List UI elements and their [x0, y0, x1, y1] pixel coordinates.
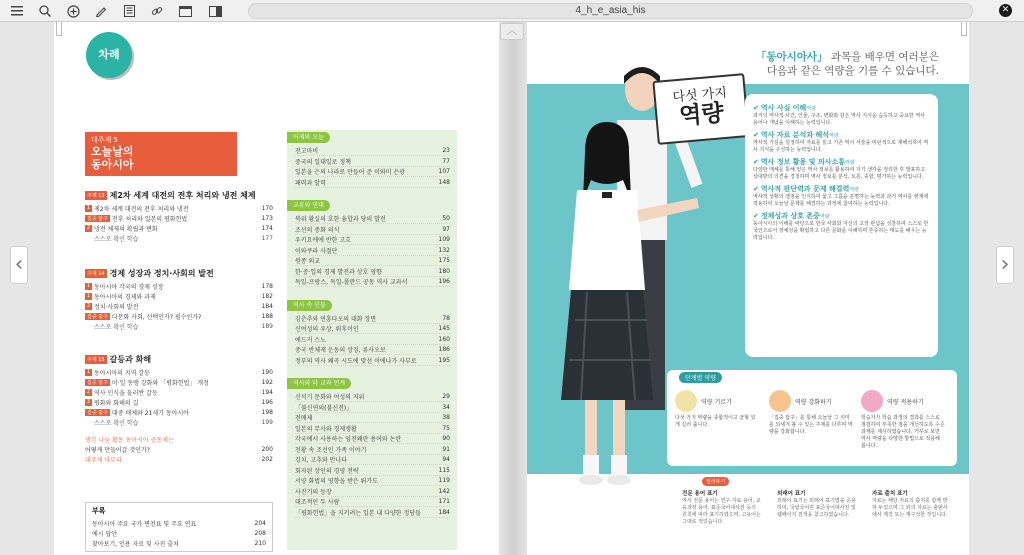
- window-icon[interactable]: [176, 2, 194, 20]
- green-item-title: 서양 화법의 영향을 받은 뤄가도: [295, 478, 378, 485]
- supplement-item[interactable]: 동아시아 주요 국가 변천표 및 주요 연표 204: [92, 519, 266, 528]
- competency-desc: 동아시아의 이해를 바탕으로 한국 사회와 자신의 고장 관념을 성찰하여 스스로 한국인으로서 정체성을 확립하고 다른 문화를 이해하며 존중하는 태도를 배우는 능력입니다.: [753, 221, 929, 241]
- section-tag: 주제 14: [87, 271, 105, 277]
- extra-item[interactable]: 대주제 마무리 202: [85, 455, 273, 464]
- green-item-title: 정부의 역사 왜곡 시도에 맞선 이에나가 사부로: [295, 357, 417, 365]
- green-item-title: 회자된 상인의 경영 전략: [295, 467, 359, 475]
- green-group-tab: 역사 속 인물: [287, 300, 332, 311]
- green-item[interactable]: [295, 277, 450, 287]
- supplement-item[interactable]: 예시 답안 208: [92, 529, 266, 538]
- green-item-title: 김치, 고추와 만나다: [295, 457, 348, 464]
- item-title: 스스로 확인 학습: [94, 235, 139, 243]
- green-item[interactable]: [295, 335, 450, 345]
- item-number: 2: [86, 224, 91, 231]
- page-number: 182: [261, 292, 273, 300]
- unit-title-line2: 동아시아: [91, 158, 134, 171]
- green-item-page: 109: [438, 236, 450, 243]
- green-item[interactable]: [295, 403, 450, 413]
- green-item-title: 일본을 은의 나라로 만들어 준 이와미 은광: [295, 169, 405, 176]
- left-page: [54, 22, 499, 555]
- page-heading: [719, 50, 939, 78]
- page-number: 199: [261, 418, 273, 426]
- green-item[interactable]: [295, 434, 450, 444]
- note-column: [777, 489, 857, 519]
- green-item-title: 조선의 중화 의식: [295, 226, 340, 234]
- green-item-page: 78: [442, 314, 450, 322]
- check-icon: ✔: [753, 158, 759, 166]
- step-icon: [769, 390, 791, 412]
- green-item-title: 일본의 무사와 경제생활: [295, 425, 357, 433]
- item-title: 스스로 확인 학습: [94, 323, 139, 331]
- toc-item[interactable]: [85, 311, 273, 321]
- competency-suffix: 역량: [849, 186, 860, 193]
- green-item[interactable]: [295, 214, 450, 224]
- green-item[interactable]: [295, 267, 450, 277]
- competency-name: 역사 정보 활용 및 의사소통: [760, 158, 846, 166]
- green-group-tab: 어제와 오늘: [287, 132, 330, 143]
- green-item-title: 에드거 스노: [295, 336, 326, 344]
- competency-title: [753, 184, 930, 194]
- page-number: 173: [261, 214, 273, 222]
- supplement-title: 부록: [92, 507, 106, 515]
- page-number: 196: [261, 398, 273, 406]
- step-desc: 다섯 가지 역량을 종합적이고 균형 있게 길러 줍니다.: [675, 415, 756, 428]
- page-number: 198: [261, 408, 273, 416]
- heading-line1: 과목을 배우면 여러분은: [827, 51, 939, 63]
- green-item-page: 91: [442, 445, 450, 453]
- green-item[interactable]: [295, 345, 450, 355]
- viewer-toolbar: [0, 0, 1024, 22]
- toc-item[interactable]: [85, 223, 273, 233]
- page-number: 170: [261, 204, 273, 212]
- focus-pill: 집중 탐구: [87, 215, 108, 222]
- item-number: 2: [86, 302, 91, 309]
- green-item-title: 전매제: [295, 415, 313, 422]
- step-name: 역량 강화하기: [795, 398, 832, 406]
- extra-item[interactable]: 어떻게 만들어갈 것인가? 200: [85, 445, 273, 454]
- green-item[interactable]: [295, 445, 450, 455]
- step-desc: 학습자가 학습 과정의 결과를 스스로 점검하여 부족한 점을 개선하도록 수준 과제를 제시하였습니다. 거꾸로 보면 역사 역량을 다양한 방법으로 적용해 봅니다.: [861, 415, 945, 449]
- focus-pill: 집중 탐구: [87, 313, 108, 320]
- green-item-page: 90: [442, 435, 450, 442]
- toc-section-heading[interactable]: [85, 268, 273, 279]
- green-item-page: 115: [438, 466, 450, 474]
- note-desc: 외래어 표기는 외래어 표기법을 준용하여, 국립국어원 표준국어대사전 및 웹페이지 검색을 참고하였습니다.: [777, 498, 856, 518]
- page-number: 188: [261, 312, 273, 320]
- step-icon: [861, 390, 883, 412]
- green-item-title: 중국의 일대일로 정책: [295, 158, 351, 166]
- next-page-button[interactable]: ›: [996, 246, 1014, 284]
- green-item[interactable]: [295, 225, 450, 235]
- competency-title: [753, 211, 930, 221]
- green-item[interactable]: [295, 178, 450, 188]
- item-title: 대중 매체와 21세기 동아시아: [111, 409, 190, 417]
- notes-section: [682, 477, 957, 555]
- note-column: [872, 489, 952, 519]
- competency-title: [753, 130, 930, 140]
- green-item-title: 사진기의 등장: [295, 488, 332, 496]
- toc-item[interactable]: [85, 377, 273, 387]
- competency-suffix: 역량: [829, 132, 839, 139]
- competency-name: 역사 사실 이해: [760, 104, 807, 112]
- green-item[interactable]: [295, 356, 450, 366]
- green-item-page: 50: [442, 215, 450, 222]
- item-number: 3: [86, 398, 91, 405]
- item-title: 동아시아의 지역 갈등: [94, 369, 150, 377]
- focus-pill: 집중 탐구: [87, 379, 108, 386]
- item-title: 전후 처리와 일본의 평화헌법: [111, 215, 188, 223]
- toc-item[interactable]: [85, 417, 273, 427]
- check-icon: ✔: [753, 185, 759, 193]
- note-desc: 자료는 해당 자료의 출처를 함께 밝혀 두었으며 그 외의 자료는 출판사에서 제작 또는 재구성한 것입니다.: [872, 498, 948, 518]
- steps-title: 단계별 역량: [679, 372, 722, 383]
- item-title: 스스로 확인 학습: [94, 419, 139, 427]
- page-tab: [56, 22, 62, 36]
- item-number: 1: [86, 368, 91, 375]
- section-title: 경제 성장과 정치·사회의 발전: [109, 269, 214, 278]
- step-item: [769, 390, 854, 436]
- document-icon[interactable]: [120, 2, 138, 20]
- competency-name: 정체성과 상호 존중: [760, 212, 820, 220]
- toc-item[interactable]: [85, 397, 273, 407]
- green-item-title: 신석기 문화와 여성의 지위: [295, 394, 365, 401]
- section-tag: 주제 13: [87, 193, 105, 199]
- green-item-title: 「불신연의(불신전)」: [295, 404, 353, 412]
- step-desc: 「집중 탐구」를 통해 오늘날 그 의미를 되새겨 볼 수 있는 주제를 다루며 역량을 강화합니다.: [769, 415, 853, 435]
- competency-suffix: 역량: [806, 105, 816, 112]
- green-item-page: 160: [438, 335, 450, 343]
- toc-section-heading[interactable]: [85, 190, 273, 201]
- green-item[interactable]: [295, 167, 450, 177]
- page-tab: [961, 22, 967, 36]
- toc-item[interactable]: [85, 301, 273, 311]
- competency-title: [753, 103, 930, 113]
- toc-item[interactable]: [85, 291, 273, 301]
- competency-sign: [652, 73, 749, 145]
- green-item-page: 77: [442, 157, 450, 165]
- green-item-title: 독일-프랑스, 독일-폴란드 공동 역사 교과서: [295, 279, 408, 286]
- green-item-title: 김춘추와 연흥다오의 대화 장면: [295, 315, 377, 323]
- green-item-title: 이와쿠라 사절단: [295, 247, 338, 255]
- green-item-page: 94: [442, 456, 450, 463]
- special-topics-panel: [287, 130, 457, 550]
- green-item-page: 175: [438, 257, 450, 264]
- page-number: 184: [261, 302, 273, 310]
- green-item-page: 180: [438, 267, 450, 275]
- extras: [85, 434, 273, 464]
- green-item-title: 중국 반체제 운동의 상징, 류사오보: [295, 347, 386, 354]
- competency-name: 역사 자료 분석과 해석: [760, 131, 830, 139]
- green-item-page: 119: [438, 477, 450, 484]
- sidebar-icon[interactable]: [206, 2, 224, 20]
- note-column: [682, 489, 762, 526]
- green-item-page: 29: [442, 393, 450, 400]
- green-item-title: 각국에서 사용하는 임진왜란 용어와 논란: [295, 436, 402, 443]
- green-item-title: 우키요에에 반한 고흐: [295, 237, 351, 244]
- green-item-page: 148: [438, 178, 450, 186]
- green-item-title: 대조적인 두 사람: [295, 499, 340, 506]
- toc-section: [85, 268, 273, 331]
- page-number: 194: [261, 388, 273, 396]
- competency-desc: 과거의 역사적 사건, 인물, 구조, 변화와 같은 역사 지식을 습득하고 중요한 역사 용어나 개념을 이해하는 능력입니다.: [753, 113, 925, 126]
- supplement-item[interactable]: 찾아보기, 인용 자료 및 사진 출처 210: [92, 539, 266, 548]
- green-item[interactable]: [295, 146, 450, 156]
- green-item-title: 천황 속 조선인 가족 이야기: [295, 446, 367, 454]
- note-desc: 역사 전문 용어는 연구·자료 용어, 교육과정 용어, 표준국어대사전 등의 원칙에 따라 표기하였으며, 고유어는 그대로 적었습니다.: [682, 498, 761, 525]
- green-item-title: 전고마비: [295, 148, 319, 155]
- menu-icon[interactable]: [8, 2, 26, 20]
- item-title: 미·일 동맹 강화와 「평화헌법」 개정: [111, 379, 209, 387]
- item-title: 제2차 세계 대전의 전후 처리와 냉전: [94, 205, 189, 213]
- supplement-box: [85, 502, 273, 552]
- unit-header: [85, 132, 237, 176]
- toc-item[interactable]: [85, 233, 273, 243]
- notes-badge: 일러두기: [702, 477, 729, 486]
- section-title: 제2차 세계 대전의 전후 처리와 냉전 체제: [109, 191, 256, 200]
- green-item[interactable]: [295, 497, 450, 507]
- section-title: 갈등과 화해: [109, 355, 152, 364]
- green-group-tab: 교류와 연대: [287, 200, 330, 211]
- step-item: [861, 390, 946, 450]
- page-number: 174: [261, 224, 273, 232]
- competency-title: [753, 157, 930, 167]
- page-number: 192: [261, 378, 273, 386]
- step-icon: [675, 390, 697, 412]
- check-icon: ✔: [753, 131, 759, 139]
- item-number: 1: [86, 282, 91, 289]
- book-gutter: [499, 22, 527, 555]
- competency-desc: 역사적 가설을 설정하여 자료를 읽고 기존 역사 서술을 비판적으로 재해석하여 역사 지식을 구성하는 능력입니다.: [753, 140, 929, 153]
- green-item-page: 23: [442, 147, 450, 154]
- green-item[interactable]: [295, 413, 450, 423]
- toc-section: [85, 190, 273, 243]
- green-item-page: 142: [438, 487, 450, 495]
- page-number: 190: [261, 368, 273, 376]
- green-item[interactable]: [295, 157, 450, 167]
- step-name: 역량 적용하기: [887, 398, 924, 406]
- green-item[interactable]: [295, 314, 450, 324]
- check-icon: ✔: [753, 212, 759, 220]
- item-title: 평화와 화해의 길: [94, 399, 139, 407]
- item-title: 냉전 체제의 확립과 변화: [94, 225, 158, 233]
- competency-card: [745, 94, 938, 357]
- competency-desc: 역사적 상황의 쟁점을 인식하여 옳고 그름을 분별하는 능력과 과거 역사를 현재에 적용하여 오늘날 문제를 해결하는 과정에 참여하는 능력입니다.: [753, 194, 929, 207]
- green-item-title: 신여성의 우상, 뤼후이인: [295, 326, 359, 333]
- green-item[interactable]: [295, 246, 450, 256]
- unit-label: 대주제 5: [91, 136, 118, 144]
- right-page: [527, 22, 969, 555]
- item-title: 역사 인식을 둘러싼 갈등: [94, 389, 158, 397]
- competency-name: 역사적 판단력과 문제 해결력: [760, 185, 850, 193]
- extra-item[interactable]: 생각 나눔 활동 동아시아 공동체는: [85, 436, 174, 444]
- toc-item[interactable]: [85, 407, 273, 417]
- toc-item[interactable]: [85, 203, 273, 213]
- green-item-page: 38: [442, 414, 450, 421]
- focus-pill: 집중 탐구: [87, 409, 108, 416]
- prev-page-button[interactable]: ‹: [10, 246, 28, 284]
- green-item[interactable]: [295, 466, 450, 476]
- green-item[interactable]: [295, 476, 450, 486]
- green-item-title: 한·중·일의 경제 발전과 상호 영향: [295, 268, 382, 276]
- item-title: 정치·사회의 발전: [94, 303, 139, 311]
- toc-item[interactable]: [85, 367, 273, 377]
- green-item[interactable]: [295, 324, 450, 334]
- heading-line2: 다음과 같은 역량을 기를 수 있습니다.: [766, 65, 939, 77]
- page-number: 178: [261, 282, 273, 290]
- step-item: [675, 390, 760, 429]
- green-item[interactable]: [295, 424, 450, 434]
- green-item-page: 107: [438, 168, 450, 175]
- green-item-title: 「평화헌법」을 지키려는 일본 내 다양한 정당들: [295, 509, 421, 517]
- note-title: 자료 출처 표기: [872, 491, 908, 497]
- green-item-page: 145: [438, 325, 450, 332]
- sign-line1: 다섯 가지: [672, 85, 728, 106]
- sign-line2: 역량: [678, 100, 725, 130]
- item-number: 2: [86, 388, 91, 395]
- check-icon: ✔: [753, 104, 759, 112]
- link-icon[interactable]: [148, 2, 166, 20]
- toc-item[interactable]: [85, 213, 273, 223]
- green-item-page: 184: [438, 508, 450, 516]
- competency-desc: 다양한 매체를 통해 얻은 역사 정보를 활용하여 자기 생각을 정리한 후 발표하고 상대방의 의견을 경청하며 역사 정보를 분석, 토론, 종합, 평가하는 능력입니다.: [753, 167, 926, 180]
- green-item-title: 패력과 알력: [295, 179, 326, 187]
- document-title: 4_h_e_asia_his: [248, 3, 973, 19]
- green-item[interactable]: [295, 455, 450, 465]
- item-title: 동아시아 각국의 경제 성장: [94, 283, 164, 291]
- green-item[interactable]: [295, 256, 450, 266]
- scroll-up-button[interactable]: ︿: [500, 23, 524, 40]
- competency-suffix: 역량: [845, 159, 855, 166]
- step-name: 역량 기르기: [701, 398, 732, 406]
- section-tag: 주제 15: [87, 357, 105, 363]
- green-item-page: 196: [438, 278, 450, 285]
- toc-item[interactable]: [85, 387, 273, 397]
- green-group-tab: 역사와 타 교과 연계: [287, 378, 351, 389]
- heading-course: 「동아시아사」: [755, 51, 828, 63]
- toc-section: [85, 354, 273, 427]
- green-item-page: 75: [442, 424, 450, 432]
- pen-icon[interactable]: [92, 2, 110, 20]
- green-item[interactable]: [295, 235, 450, 245]
- green-item[interactable]: [295, 508, 450, 518]
- green-item-page: 195: [438, 356, 450, 364]
- green-item-page: 97: [442, 225, 450, 233]
- green-item-page: 171: [438, 498, 450, 505]
- green-item-page: 132: [438, 246, 450, 254]
- green-item-page: 34: [442, 403, 450, 411]
- toc-badge: 차례: [86, 32, 132, 78]
- green-item[interactable]: [295, 487, 450, 497]
- green-item-title: 북위 황실의 호한 융합과 당의 발전: [295, 216, 386, 223]
- page-number: 177: [261, 234, 273, 242]
- page-number: 189: [261, 322, 273, 330]
- note-title: 전문 용어 표기: [682, 491, 718, 497]
- zoom-in-icon[interactable]: [64, 2, 82, 20]
- green-item-page: 186: [438, 346, 450, 353]
- green-item-title: 원종 외교: [295, 258, 321, 265]
- item-number: 1: [86, 204, 91, 211]
- item-title: 다문화 사회, 선택인가? 필수인가?: [111, 313, 202, 321]
- competency-suffix: 역량: [819, 213, 830, 220]
- toc-item[interactable]: [85, 281, 273, 291]
- green-item[interactable]: [295, 392, 450, 402]
- unit-title-line1: 오늘날의: [91, 145, 134, 158]
- item-number: 1: [86, 292, 91, 299]
- toc-section-heading[interactable]: [85, 354, 273, 365]
- toc-item[interactable]: [85, 321, 273, 331]
- search-icon[interactable]: [36, 2, 54, 20]
- close-button[interactable]: ✕: [999, 4, 1012, 17]
- item-title: 동아시아의 경제와 과제: [94, 293, 156, 301]
- note-title: 외래어 표기: [777, 491, 806, 497]
